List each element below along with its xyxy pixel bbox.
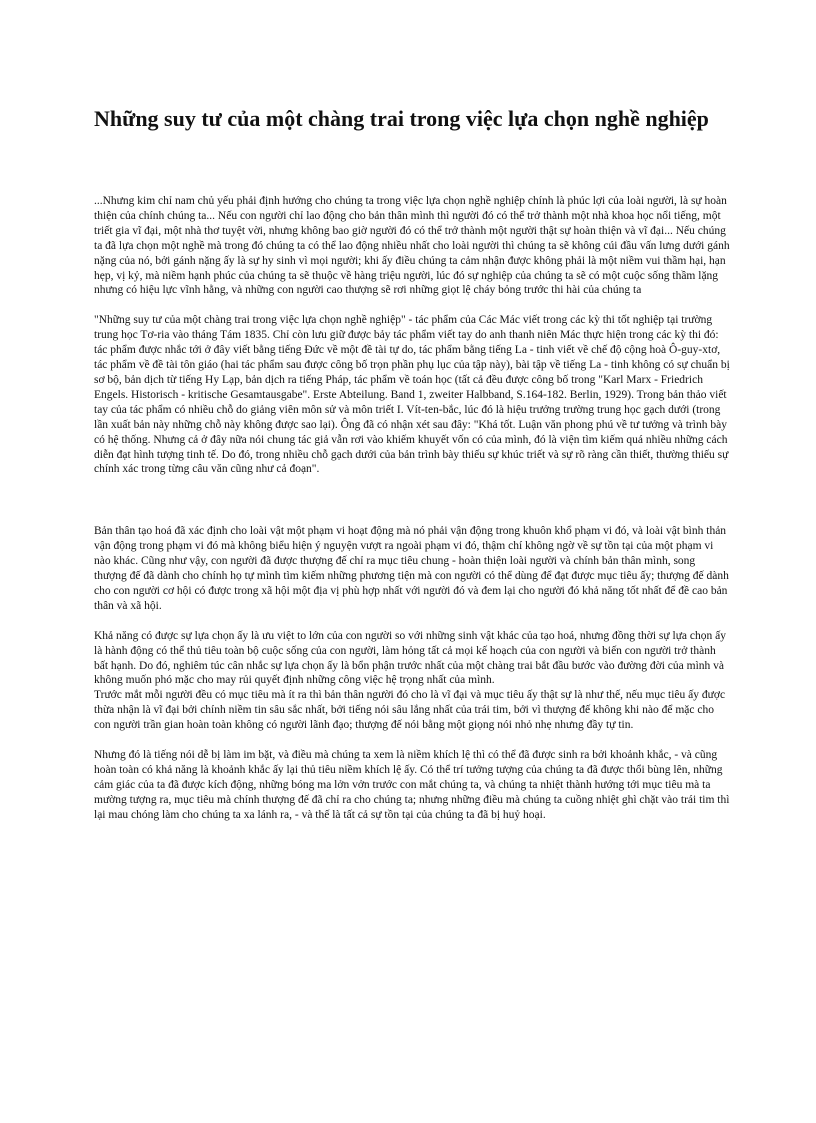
- document-body: [94, 194, 730, 838]
- paragraph-body-4: Nhưng đó là tiếng nói dễ bị làm im bặt, và điều mà chúng ta xem là niềm khích lệ thì có thể đã được sinh ra bởi khoảnh khắc, - và cũng hoàn toàn có khả năng là khoảnh khắc ấy lại thủ tiêu niềm khích lệ ấy. Có thể trí tưởng tượng của chúng ta đã được thổi bùng lên, những cảm giác của ta đã được kích động, những bóng ma lởn vởn trước con mắt chúng ta, và chúng ta nhiệt thành hướng tới mục tiêu mà ta mường tượng ra, mục tiêu mà chính thượng đế đã chỉ ra cho chúng ta; nhưng những điều mà chúng ta cuồng nhiệt ghì chặt vào trái tim thì lại mau chóng làm cho chúng ta xa lánh ra, - và thế là tất cả sự tồn tại của chúng ta đã bị huỷ hoại.: [94, 749, 730, 821]
- page-title: Những suy tư của một chàng trai trong việc lựa chọn nghề nghiệp: [94, 106, 709, 131]
- paragraph-body-3: Trước mắt mỗi người đều có mục tiêu mà ít ra thì bản thân người đó cho là vĩ đại và mục tiêu ấy thật sự là như thế, nếu mục tiêu ấy được thừa nhận là vĩ đại bởi chính niềm tin sâu sắc nhất, bởi tiếng nói sâu lắng nhất của trái tim, bởi vì thượng đế không khi nào để mặc cho con người trần gian hoàn toàn không có người lãnh đạo; thượng đế nói bằng một giọng nói nhỏ nhẹ nhưng đầy tự tin.: [94, 689, 726, 732]
- paragraph-commentary: "Những suy tư của một chàng trai trong việc lựa chọn nghề nghiệp" - tác phẩm của Các Mác viết trong các kỳ thi tốt nghiệp tại trường trung học Tơ-ria vào tháng Tám 1835. Chỉ còn lưu giữ được bảy tác phẩm viết tay do anh thanh niên Mác thực hiện trong các kỳ thi đó: tác phẩm được nhắc tới ở đây viết bằng tiếng Đức về một đề tài tự do, tác phẩm bằng tiếng La - tinh viết về chế độ cộng hoà Ô-guy-xtơ, tác phẩm về đề tài tôn giáo (hai tác phẩm sau được công bố trọn phần phụ lục của tập này), bài tập về tiếng La - tinh không có sự chuẩn bị sơ bộ, bản dịch từ tiếng Hy Lạp, bản dịch ra tiếng Pháp, tác phẩm về toán học (tất cả đều được công bố trong "Karl Marx - Friedrich Engels. Historisch - kritische Gesamtausgabe". Erste Abteilung. Band 1, zweiter Halbband, S.164-182. Berlin, 1929). Trong bản thảo viết tay của tác phẩm có nhiều chỗ do giảng viên môn sử và môn triết I. Vít-ten-bắc, lúc đó là hiệu trưởng trường trung học gạch dưới (trong lần xuất bản này những chỗ này không được sao lại). Ông đã có nhận xét sau đây: "Khá tốt. Luận văn phong phú về tư tưởng và trình bày có hệ thống. Nhưng cả ở đây nữa nói chung tác giả vẫn rơi vào khiếm khuyết vốn có của mình, đó là viện tìm kiếm quá nhiều những cách diễn đạt hình tượng tinh tế. Do đó, trong nhiều chỗ gạch dưới của bản trình bày thiếu sự khúc triết và sự rõ ràng cần thiết, thường thiếu sự chính xác trong từng câu văn cũng như cả đoạn".: [94, 314, 730, 476]
- paragraph-body-1: Bản thân tạo hoá đã xác định cho loài vật một phạm vi hoạt động mà nó phải vận động trong khuôn khổ phạm vi đó, và loài vật bình thản vận động trong phạm vi đó mà không biểu hiện ý nguyện vượt ra ngoài phạm vi đó, thậm chí không ngờ về sự tồn tại của một phạm vi nào khác. Cũng như vậy, con người đã được thượng đế chỉ ra mục tiêu chung - hoàn thiện loài người và chính bản thân mình, song thượng đế đã dành cho chính họ tự mình tìm kiếm những phương tiện mà con người có thể dùng để đạt được mục tiêu ấy; thượng đế dành cho con người cơ hội có được trong xã hội một địa vị phù hợp nhất với người đó và đem lại cho người đó khả năng tốt nhất để đề cao bản thân và xã hội.: [94, 525, 729, 612]
- section-gap: [94, 492, 730, 524]
- paragraph-quote: ...Nhưng kim chỉ nam chủ yếu phải định hướng cho chúng ta trong việc lựa chọn nghề nghiệp chính là phúc lợi của loài người, là sự hoàn thiện của chính chúng ta... Nếu con người chỉ lao động cho bản thân mình thì người đó có thể trở thành một nhà khoa học nổi tiếng, một triết gia vĩ đại, một nhà thơ tuyệt vời, nhưng không bao giờ người đó có thể trở thành một người thật sự hoàn thiện và vĩ đại... Nếu chúng ta đã lựa chọn một nghề mà trong đó chúng ta có thể lao động nhiều nhất cho loài người thì chúng ta sẽ không cúi đầu vấn lưng dưới gánh nặng của nó, bởi gánh nặng ấy là sự hy sinh vì mọi người; khi ấy điều chúng ta cảm nhận được không phải là một niềm vui thầm hại, hạn hẹp, vị kỷ, mà niềm hạnh phúc của chúng ta sẽ thuộc về hàng triệu người, lúc đó sự nghiệp của chúng ta sẽ có một cuộc sống thầm lặng nhưng có hiệu lực vĩnh hằng, và những con người cao thượng sẽ rơi những giọt lệ cháy bỏng trước thi hài của chúng ta: [94, 195, 730, 297]
- paragraph-body-2: Khả năng có được sự lựa chọn ấy là ưu việt to lớn của con người so với những sinh vật khác của tạo hoá, nhưng đồng thời sự lựa chọn ấy là hành động có thể thủ tiêu toàn bộ cuộc sống của con người, làm hỏng tất cả mọi kế hoạch của con người và biến con người trở thành bất hạnh. Do đó, nghiêm túc cân nhắc sự lựa chọn ấy là bổn phận trước nhất của một chàng trai bắt đầu bước vào đường đời của mình và không muốn phó mặc cho may rủi quyết định những công việc hệ trọng nhất của mình.: [94, 629, 726, 687]
